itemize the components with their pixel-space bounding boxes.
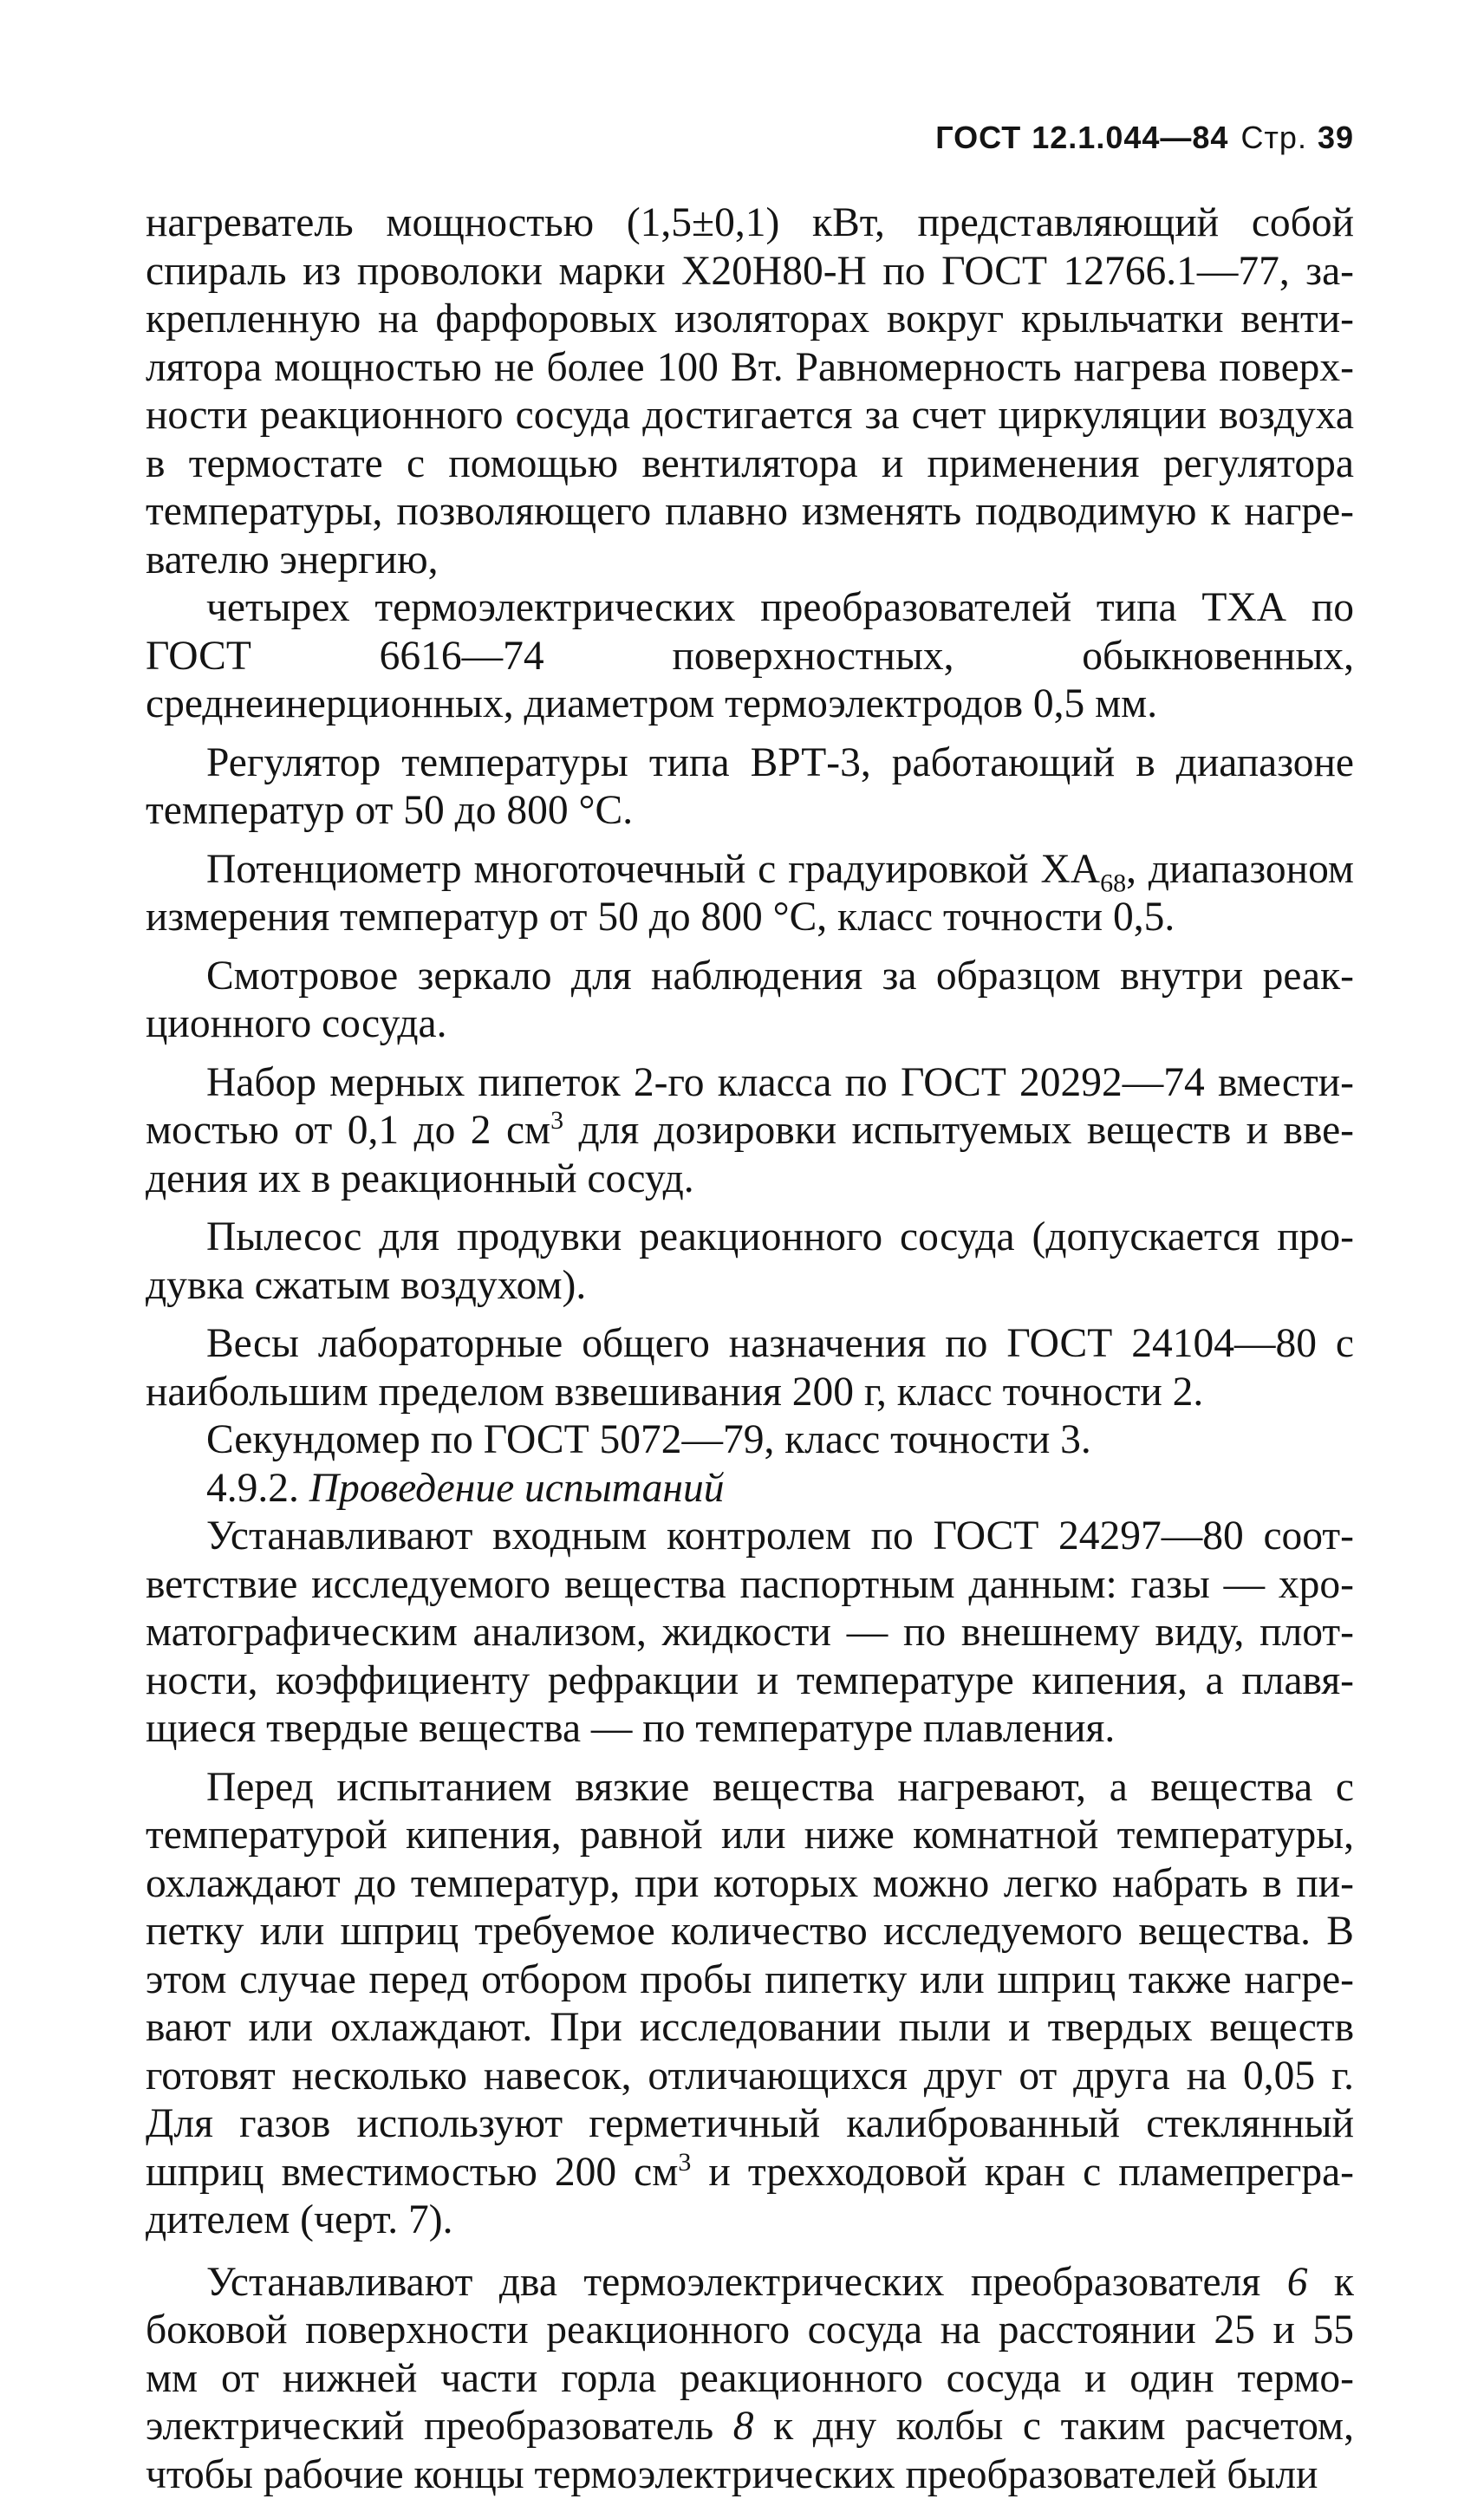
before-test-text-start: Перед испытанием вязкие вещества нагревают, а вещества с температурой кипения, равной или ниже комнатной температуры, охлаждают до температур, при которых можно легко набрать в пипетку или шприц требуемое количество исследуемого вещества. В этом случае перед отбором пробы пипетку или шприц также нагревают или охлаждают. При исследовании пыли и твердых веществ готовят несколько навесок, отличающихся друг от друга на 0,05 г. Для газов используют герметичный калиброванный стеклянный шприц вместимостью 200 см — [146, 1765, 1354, 2195]
before-test-superscript: 3 — [678, 2148, 691, 2177]
paragraph-pipettes — [146, 1059, 1354, 1204]
paragraph-potentiometer — [146, 846, 1354, 942]
paragraph-scales: Весы лабораторные общего назначения по ГОСТ 24104—80 с наибольшим пределом взвешивания 200 г, класс точности 2. — [146, 1320, 1354, 1416]
header-page-label: Стр. — [1240, 120, 1307, 155]
pipettes-text-start: Набор мерных пипеток 2-го класса по ГОСТ 20292—74 вместимостью от 0,1 до 2 см — [146, 1060, 1354, 1154]
install-text-c: к дну колбы с таким расчетом, чтобы рабочие концы термоэлектрических преобразователей были — [146, 2404, 1354, 2497]
before-test-text-end: и трехходовой кран с пламепреградителем (черт. 7). — [146, 2150, 1354, 2243]
header-page-number: 39 — [1318, 120, 1354, 155]
paragraph-heater: нагреватель мощностью (1,5±0,1) кВт, представляющий собой спираль из проволоки марки Х20Н80-Н по ГОСТ 12766.1—77, закрепленную на фарфоровых изоляторах вокруг крыльчатки вентилятора мощностью не более 100 Вт. Равномерность нагрева поверхности реакционного сосуда достигается за счет циркуляции воздуха в термостате с помощью вентилятора и применения регулятора температуры, позволяющего плавно изменять подводимую к нагревателю энергию, — [146, 199, 1354, 584]
page-header — [920, 120, 1354, 156]
section-heading — [146, 1465, 1354, 1513]
install-ref-6: 6 — [1287, 2260, 1308, 2305]
section-number: 4.9.2. — [206, 1466, 299, 1511]
header-standard-number: 12.1.044—84 — [1032, 120, 1228, 155]
paragraph-install-thermocouples — [146, 2259, 1354, 2499]
paragraph-sight-mirror: Смотровое зеркало для наблюдения за образцом внутри реакционного сосуда. — [146, 953, 1354, 1049]
pipettes-text-end: для дозировки испытуемых веществ и введения их в реакционный сосуд. — [146, 1108, 1354, 1201]
paragraph-temperature-regulator: Регулятор температуры типа ВРТ-3, работающий в диапазоне температур от 50 до 800 °С. — [146, 739, 1354, 836]
pipettes-superscript: 3 — [550, 1106, 563, 1135]
paragraph-stopwatch: Секундомер по ГОСТ 5072—79, класс точности 3. — [146, 1416, 1354, 1465]
paragraph-vacuum-cleaner: Пылесос для продувки реакционного сосуда (допускается продувка сжатым воздухом). — [146, 1214, 1354, 1310]
paragraph-input-control: Устанавливают входным контролем по ГОСТ 24297—80 соответствие исследуемого вещества паспортным данным: газы — хроматографическим анализом, жидкости — по внешнему виду, плотности, коэффициенту рефракции и температуре кипения, а плавящиеся твердые вещества — по температуре плавления. — [146, 1513, 1354, 1754]
document-body — [146, 199, 1354, 2499]
install-ref-8: 8 — [733, 2404, 754, 2449]
potentiometer-text-end: , диапазоном измерения температур от 50 до 800 °С, класс точности 0,5. — [146, 847, 1354, 940]
header-standard: ГОСТ — [935, 120, 1021, 155]
section-title: Проведение испытаний — [309, 1466, 725, 1511]
install-text-a: Устанавливают два термоэлектрических преобразователя — [206, 2260, 1287, 2305]
potentiometer-text-start: Потенциометр многоточечный с градуировкой ХА — [206, 847, 1100, 892]
paragraph-thermocouples: четырех термоэлектрических преобразователей типа ТХА по ГОСТ 6616—74 поверхностных, обыкновенных, среднеинерционных, диаметром термоэлектродов 0,5 мм. — [146, 584, 1354, 729]
potentiometer-subscript: 68 — [1100, 869, 1126, 897]
paragraph-before-test — [146, 1764, 1354, 2245]
install-text-b: к боковой поверхности реакционного сосуда на расстоянии 25 и 55 мм от нижней части горла реакционного сосуда и один термоэлектрический преобразователь — [146, 2260, 1354, 2450]
